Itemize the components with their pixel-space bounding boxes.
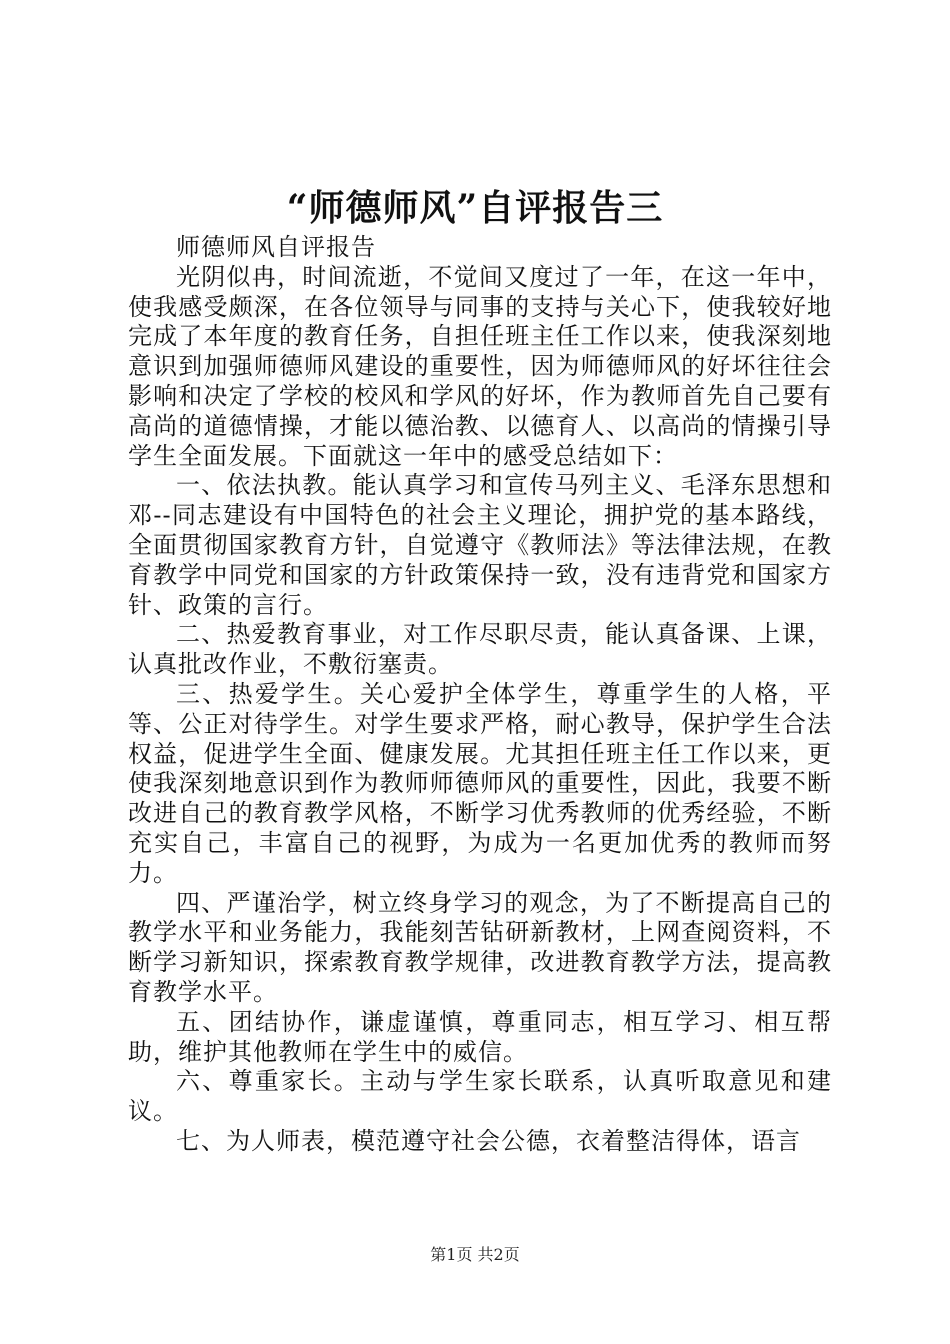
document-title: “师德师风”自评报告三	[286, 187, 664, 229]
section-5-paragraph: 五、团结协作，谦虚谨慎，尊重同志，相互学习、相互帮助，维护其他教师在学生中的威信。	[128, 1007, 832, 1066]
page-number-footer: 第1页 共2页	[430, 1245, 520, 1264]
section-7-paragraph: 七、为人师表，模范遵守社会公德，衣着整洁得体，语言	[176, 1126, 801, 1155]
document-body	[128, 233, 832, 1157]
section-2-paragraph: 二、热爱教育事业，对工作尽职尽责，能认真备课、上课，认真批改作业，不敷衍塞责。	[128, 620, 832, 679]
subtitle-paragraph: 师德师风自评报告	[176, 233, 376, 261]
section-3-paragraph: 三、热爱学生。关心爱护全体学生，尊重学生的人格，平等、公正对待学生。对学生要求严格，耐心教导，保护学生合法权益，促进学生全面、健康发展。尤其担任班主任工作以来，更使我深刻地意识到作为教师师德师风的重要性，因此，我要不断改进自己的教育教学风格，不断学习优秀教师的优秀经验，不断充实自己，丰富自己的视野，为成为一名更加优秀的教师而努力。	[128, 679, 832, 887]
section-4-paragraph: 四、严谨治学，树立终身学习的观念，为了不断提高自己的教学水平和业务能力，我能刻苦钻研新教材，上网查阅资料，不断学习新知识，探索教育教学规律，改进教育教学方法，提高教育教学水平。	[128, 888, 832, 1006]
section-1-paragraph: 一、依法执教。能认真学习和宣传马列主义、毛泽东思想和邓--同志建设有中国特色的社会主义理论，拥护党的基本路线，全面贯彻国家教育方针，自觉遵守《教师法》等法律法规，在教育教学中同党和国家的方针政策保持一致，没有违背党和国家方针、政策的言行。	[128, 471, 832, 619]
intro-paragraph: 光阴似冉，时间流逝，不觉间又度过了一年，在这一年中，使我感受颇深，在各位领导与同事的支持与关心下，使我较好地完成了本年度的教育任务，自担任班主任工作以来，使我深刻地意识到加强师德师风建设的重要性，因为师德师风的好坏往往会影响和决定了学校的校风和学风的好坏，作为教师首先自己要有高尚的道德情操，才能以德治教、以德育人、以高尚的情操引导学生全面发展。下面就这一年中的感受总结如下：	[128, 262, 832, 470]
section-6-paragraph: 六、尊重家长。主动与学生家长联系，认真听取意见和建议。	[128, 1067, 832, 1126]
